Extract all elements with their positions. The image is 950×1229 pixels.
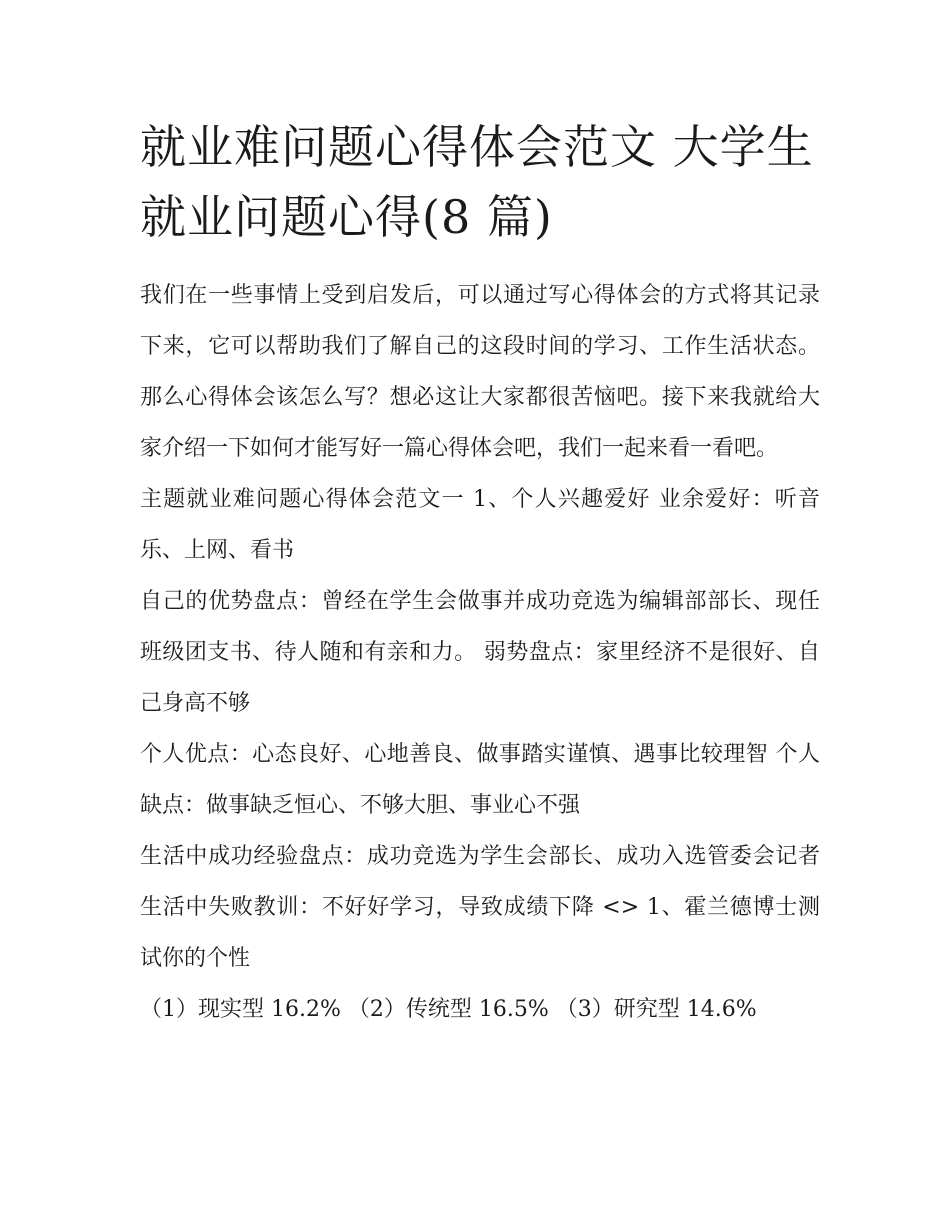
document-title: 就业难问题心得体会范文 大学生就业问题心得(8 篇) — [140, 120, 814, 244]
intro-paragraph: 我们在一些事情上受到启发后，可以通过写心得体会的方式将其记录下来，它可以帮助我们了解自己的这段时间的学习、工作生活状态。那么心得体会该怎么写？想必这让大家都很苦恼吧。接下来我就给大家介绍一下如何才能写好一篇心得体会吧，我们一起来看一看吧。 — [140, 283, 820, 461]
personality-results-paragraph: （1）现实型 16.2% （2）传统型 16.5% （3）研究型 14.6% — [140, 997, 757, 1022]
hobby-paragraph: 主题就业难问题心得体会范文一 1、个人兴趣爱好 业余爱好：听音乐、上网、看书 — [140, 487, 820, 563]
experience-paragraph: 生活中成功经验盘点：成功竞选为学生会部长、成功入选管委会记者 生活中失败教训：不好好学习，导致成绩下降 <> 1、霍兰德博士测试你的个性 — [140, 844, 820, 971]
document-page — [140, 112, 820, 1035]
strengths-paragraph: 自己的优势盘点：曾经在学生会做事并成功竞选为编辑部部长、现任班级团支书、待人随和有亲和力。 弱势盘点：家里经济不是很好、自己身高不够 — [140, 589, 820, 716]
merits-paragraph: 个人优点：心态良好、心地善良、做事踏实谨慎、遇事比较理智 个人缺点：做事缺乏恒心、不够大胆、事业心不强 — [140, 742, 820, 818]
